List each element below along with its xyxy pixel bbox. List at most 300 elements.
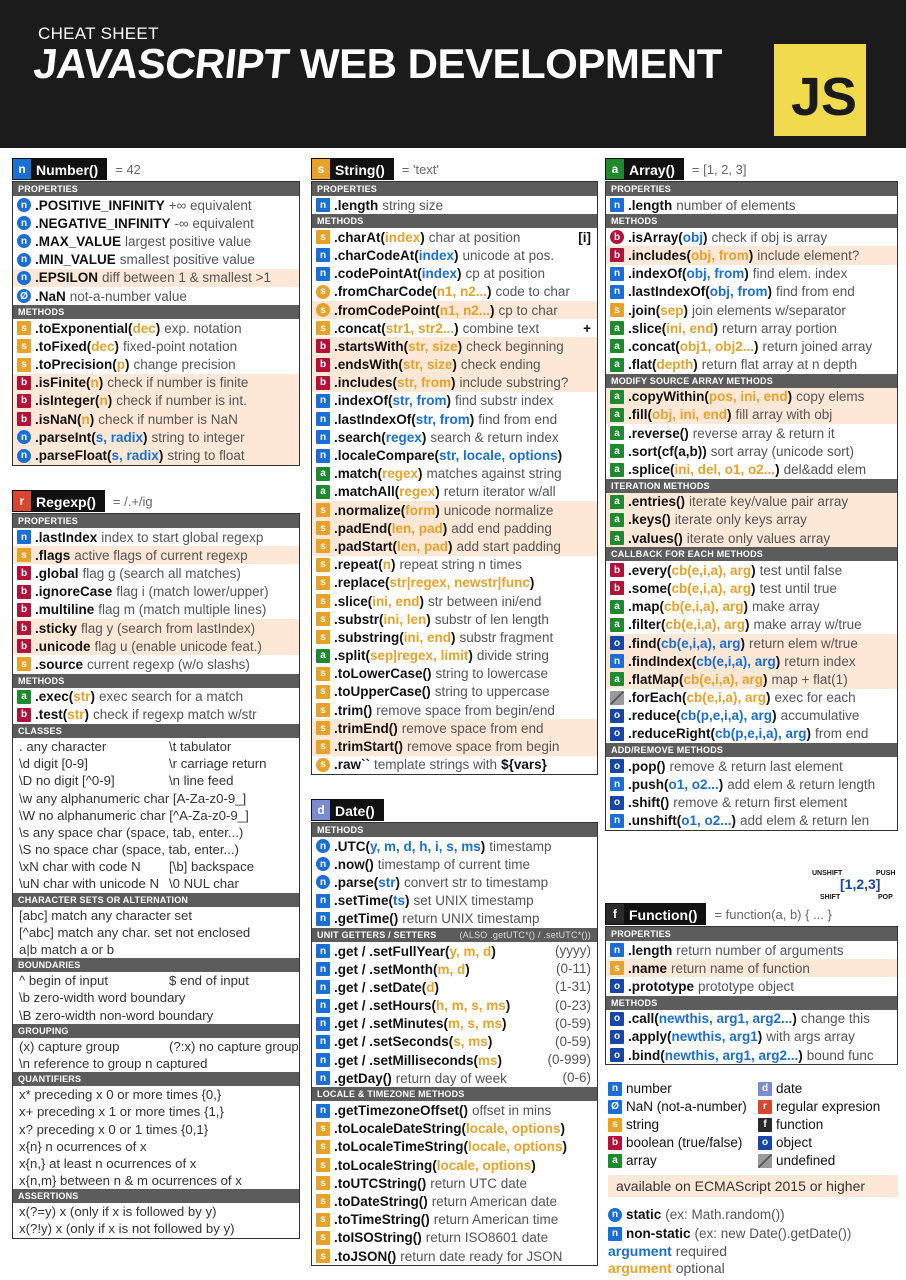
- member-args: cb(e,i,a), arg: [665, 617, 746, 633]
- member-code: [334, 230, 425, 245]
- property-row[interactable]: [13, 196, 299, 214]
- member-args: ini, end: [666, 320, 714, 336]
- member-row[interactable]: [13, 374, 299, 392]
- property-row[interactable]: [13, 546, 299, 564]
- member-name: .isInteger(: [35, 393, 100, 409]
- legend-item: [608, 1152, 758, 1169]
- member-close: ): [713, 320, 719, 336]
- member-row[interactable]: [13, 706, 299, 724]
- type-badge-icon: o: [610, 979, 624, 993]
- member-row[interactable]: [606, 283, 897, 301]
- member-row[interactable]: [606, 793, 897, 811]
- property-row[interactable]: [606, 977, 897, 995]
- member-args: obj, from: [686, 266, 745, 282]
- type-badge-icon: r: [758, 1100, 772, 1114]
- member-row[interactable]: [606, 812, 897, 830]
- member-row[interactable]: [606, 228, 897, 246]
- member-code: [628, 1029, 762, 1044]
- member-row[interactable]: [13, 428, 299, 446]
- member-row[interactable]: [312, 719, 597, 737]
- member-row[interactable]: [606, 561, 897, 579]
- type-badge-icon: s: [316, 667, 330, 681]
- type-badge-icon: a: [610, 463, 624, 477]
- member-row[interactable]: [312, 1211, 597, 1229]
- member-code: [628, 462, 780, 477]
- member-close: ): [114, 338, 120, 354]
- member-desc: with args array: [766, 1029, 855, 1045]
- member-row[interactable]: [606, 707, 897, 725]
- value-range: (0-59): [554, 1015, 591, 1031]
- member-desc: del&add elem: [783, 462, 867, 478]
- getter-setter-row[interactable]: [312, 1015, 597, 1033]
- member-row[interactable]: [312, 628, 597, 646]
- type-badge-icon: a: [608, 1154, 622, 1168]
- member-code: [628, 795, 669, 810]
- argument-sample: argument: [608, 1243, 672, 1259]
- property-row[interactable]: [13, 637, 299, 655]
- member-name: .reduce(: [628, 708, 681, 724]
- value-range: (1-31): [554, 979, 591, 995]
- member-code: [334, 466, 423, 481]
- member-desc: return joined array: [762, 338, 873, 354]
- section-label: [13, 1072, 299, 1086]
- member-name: .startsWith(: [334, 338, 409, 354]
- type-badge-icon: b: [17, 394, 31, 408]
- section-label-text: CHARACTER SETS OR ALTERNATION: [18, 894, 189, 905]
- member-row[interactable]: [312, 501, 597, 519]
- member-name: .every(: [628, 562, 672, 578]
- member-close: ): [557, 448, 563, 464]
- member-row[interactable]: [312, 701, 597, 719]
- member-code: [334, 393, 451, 408]
- property-row[interactable]: [13, 619, 299, 637]
- member-row[interactable]: [312, 837, 597, 855]
- member-desc: unicode normalize: [443, 502, 554, 518]
- member-close: ): [158, 448, 164, 464]
- legend-item: [608, 1098, 758, 1115]
- member-close: ): [560, 1121, 566, 1137]
- type-badge-icon: a: [17, 690, 31, 704]
- member-row[interactable]: [606, 757, 897, 775]
- member-code: [334, 857, 374, 872]
- member-desc: change this: [800, 1011, 870, 1027]
- section-label: [13, 674, 299, 688]
- member-row[interactable]: [606, 689, 897, 707]
- member-name: .includes(: [628, 247, 692, 263]
- member-row[interactable]: [312, 737, 597, 755]
- syntax-row: [13, 824, 299, 841]
- member-args: dec: [132, 320, 156, 336]
- type-badge-icon: b: [610, 581, 624, 595]
- string-name: String(): [335, 162, 385, 178]
- member-row[interactable]: [312, 301, 597, 319]
- section-label-text: GROUPING: [18, 1025, 69, 1036]
- member-args: ini, del, o1, o2...: [674, 462, 776, 478]
- type-badge-icon: n: [316, 1035, 330, 1049]
- type-badge-icon: s: [316, 539, 330, 553]
- member-desc: return American time: [433, 1212, 559, 1228]
- member-name: .isArray(: [628, 229, 683, 245]
- member-row[interactable]: [606, 511, 897, 529]
- member-row[interactable]: [606, 1028, 897, 1046]
- legend: [608, 1080, 898, 1277]
- member-row[interactable]: [312, 228, 597, 246]
- member-name: .findIndex(: [628, 653, 697, 669]
- member-row[interactable]: [606, 529, 897, 547]
- type-badge-icon: n: [610, 285, 624, 299]
- type-badge-icon: s: [316, 685, 330, 699]
- member-code: [35, 430, 148, 445]
- member-row[interactable]: [312, 873, 597, 891]
- member-close: ): [693, 357, 698, 373]
- value-range: (0-23): [554, 997, 591, 1013]
- member-name: .join(: [628, 302, 661, 318]
- member-code: .get / .setMilliseconds(ms): [334, 1052, 503, 1068]
- member-row[interactable]: [13, 319, 299, 337]
- legend-item: [758, 1152, 898, 1169]
- member-row[interactable]: [606, 406, 897, 424]
- syntax-text: \S no space char (space, tab, enter...): [19, 842, 239, 858]
- value-range: (0-999): [547, 1052, 591, 1068]
- member-row[interactable]: [312, 246, 597, 264]
- member-row[interactable]: [312, 283, 597, 301]
- member-code: [334, 1158, 536, 1173]
- type-badge-icon: s: [316, 1176, 330, 1190]
- member-close: ): [772, 708, 777, 724]
- member-desc: repeat string n times: [399, 557, 522, 573]
- member-code: [334, 375, 456, 390]
- getter-setter-row[interactable]: [312, 997, 597, 1015]
- member-args: locale, options: [468, 1139, 563, 1155]
- member-desc: offset in mins: [472, 1103, 552, 1119]
- member-row[interactable]: [312, 756, 597, 774]
- member-row[interactable]: [312, 574, 597, 592]
- member-row[interactable]: [606, 301, 897, 319]
- member-name: .get / .setMilliseconds(: [334, 1052, 479, 1068]
- member-row[interactable]: [312, 1120, 597, 1138]
- header: [0, 0, 906, 148]
- member-args: regex: [399, 484, 436, 500]
- member-desc: return UTC date: [430, 1175, 528, 1191]
- member-row[interactable]: [312, 855, 597, 873]
- member-close: ): [442, 520, 448, 536]
- member-name: .reverse(): [628, 425, 689, 441]
- syntax-text: x{n,m} between n & m ocurrences of x: [19, 1173, 242, 1189]
- type-badge-icon: n: [316, 1071, 330, 1085]
- property-name: .length: [628, 942, 673, 958]
- push-label: PUSH: [876, 870, 896, 877]
- member-args: regex: [385, 429, 422, 445]
- property-name: .prototype: [628, 978, 694, 994]
- date-section: [311, 799, 598, 1266]
- member-name: .setTime(: [334, 893, 394, 909]
- member-code: [628, 777, 723, 792]
- array-example-value: = [1, 2, 3]: [691, 161, 747, 177]
- member-close: ): [798, 1047, 803, 1063]
- member-row[interactable]: [312, 356, 597, 374]
- member-name: .concat(: [628, 338, 680, 354]
- undefined-badge-icon: [758, 1154, 772, 1168]
- legend-text: boolean (true/false): [626, 1135, 743, 1150]
- type-badge-icon: s: [316, 758, 330, 772]
- type-badge-icon: s: [316, 630, 330, 644]
- property-row[interactable]: [606, 941, 897, 959]
- member-desc: add elem & return len: [740, 813, 870, 829]
- member-name: .bind(: [628, 1047, 665, 1063]
- member-row[interactable]: [312, 610, 597, 628]
- member-row[interactable]: [312, 647, 597, 665]
- property-row[interactable]: [13, 214, 299, 232]
- property-row[interactable]: [606, 196, 897, 214]
- member-code: [334, 839, 485, 854]
- member-row[interactable]: [312, 1101, 597, 1119]
- type-badge-icon: n: [610, 198, 624, 212]
- array-title: [605, 158, 898, 180]
- member-args: cb(e,i,a), arg: [664, 599, 744, 615]
- member-close: ): [703, 229, 708, 245]
- section-label-text: CALLBACK FOR EACH METHODS: [611, 549, 763, 560]
- member-code: [628, 759, 665, 774]
- type-badge-icon: b: [17, 621, 31, 635]
- member-row[interactable]: [312, 410, 597, 428]
- member-row[interactable]: [606, 634, 897, 652]
- type-badge-icon: s: [610, 303, 624, 317]
- unshift-label: UNSHIFT: [812, 870, 843, 877]
- member-name: .raw``: [334, 757, 371, 773]
- member-args: str1, str2...: [385, 320, 455, 336]
- type-badge-icon: o: [610, 727, 624, 741]
- member-name: .getTime(): [334, 911, 399, 927]
- member-row[interactable]: [606, 1046, 897, 1064]
- member-close: ): [751, 580, 756, 596]
- getter-setter-row[interactable]: [312, 1069, 597, 1087]
- member-name: .some(: [628, 580, 672, 596]
- member-code: [35, 321, 160, 336]
- member-row[interactable]: [13, 392, 299, 410]
- member-row[interactable]: [13, 446, 299, 464]
- property-name: .EPSILON: [35, 270, 99, 286]
- member-code: [334, 303, 495, 318]
- syntax-row: [13, 875, 299, 892]
- type-badge-icon: s: [316, 703, 330, 717]
- member-row[interactable]: [312, 465, 597, 483]
- member-row[interactable]: [606, 652, 897, 670]
- member-row[interactable]: [312, 910, 597, 928]
- member-code: [628, 248, 753, 263]
- member-row[interactable]: [606, 670, 897, 688]
- member-code: [334, 648, 473, 663]
- property-row[interactable]: [13, 564, 299, 582]
- type-badge-icon: n: [316, 1104, 330, 1118]
- member-name: .toLocaleDateString(: [334, 1121, 467, 1137]
- property-row[interactable]: [13, 601, 299, 619]
- member-close: ): [454, 320, 459, 336]
- nonstatic-example: (ex: new Date().getDate()): [694, 1226, 852, 1241]
- member-close: ): [767, 284, 773, 300]
- type-badge-icon: n: [610, 267, 624, 281]
- member-row[interactable]: [312, 1247, 597, 1265]
- member-code: [334, 1194, 428, 1209]
- member-desc: map + flat(1): [771, 671, 848, 687]
- header-subtitle: CHEAT SHEET: [38, 24, 159, 43]
- member-row[interactable]: [13, 688, 299, 706]
- member-row[interactable]: [312, 665, 597, 683]
- value-range: (yyyy): [555, 942, 591, 958]
- member-args: str, size: [402, 357, 453, 373]
- section-label: [13, 724, 299, 738]
- member-close: ): [743, 599, 749, 615]
- type-badge-icon: a: [610, 444, 624, 458]
- member-name: .toTimeString(): [334, 1212, 430, 1228]
- member-row[interactable]: [606, 775, 897, 793]
- member-desc: timestamp: [489, 838, 552, 854]
- property-row[interactable]: [312, 196, 597, 214]
- property-name: .flags: [35, 547, 71, 563]
- member-close: ): [487, 284, 492, 300]
- member-row[interactable]: [312, 592, 597, 610]
- member-row[interactable]: [312, 428, 597, 446]
- property-row[interactable]: [13, 232, 299, 250]
- member-row[interactable]: [606, 319, 897, 337]
- member-row[interactable]: [312, 265, 597, 283]
- member-args: y, m, d, h, i, s, ms: [370, 838, 481, 854]
- array-box: [605, 181, 898, 831]
- member-close: ): [451, 629, 456, 645]
- member-code: [628, 654, 780, 669]
- type-badge-icon: s: [17, 548, 31, 562]
- type-badge-icon: b: [17, 639, 31, 653]
- member-code: [334, 339, 462, 354]
- member-desc: iterate only values array: [686, 530, 831, 546]
- member-args: newthis, arg1, arg2...: [658, 1011, 793, 1027]
- member-row[interactable]: [312, 319, 597, 337]
- member-code: .get / .setHours(h, m, s, ms): [334, 998, 511, 1014]
- member-row[interactable]: [606, 460, 897, 478]
- member-row[interactable]: [312, 556, 597, 574]
- getter-setter-row[interactable]: [312, 942, 597, 960]
- section-label-text: PROPERTIES: [317, 184, 378, 194]
- syntax-row: [13, 924, 299, 941]
- property-row[interactable]: [606, 959, 897, 977]
- property-row[interactable]: [13, 528, 299, 546]
- getter-setter-row[interactable]: [312, 960, 597, 978]
- array-section: [605, 158, 898, 831]
- member-desc: matches against string: [426, 466, 562, 482]
- regexp-box: [12, 513, 300, 1239]
- member-row[interactable]: [606, 246, 897, 264]
- member-row[interactable]: [606, 356, 897, 374]
- property-name: .sticky: [35, 620, 78, 636]
- type-badge-icon: s: [316, 558, 330, 572]
- getter-setter-row[interactable]: [312, 1033, 597, 1051]
- type-badge-icon: s: [316, 612, 330, 626]
- getter-setter-row[interactable]: [312, 978, 597, 996]
- member-row[interactable]: [312, 537, 597, 555]
- member-row[interactable]: [312, 892, 597, 910]
- property-name: .MIN_VALUE: [35, 252, 116, 268]
- member-row[interactable]: [606, 725, 897, 743]
- value-range: (0-59): [554, 1033, 591, 1049]
- member-row[interactable]: [606, 424, 897, 442]
- member-row[interactable]: [312, 1192, 597, 1210]
- member-desc: exec search for a match: [99, 689, 244, 705]
- undefined-badge-icon: [610, 691, 624, 705]
- member-row[interactable]: [606, 616, 897, 634]
- member-row[interactable]: [606, 265, 897, 283]
- member-row[interactable]: [312, 1156, 597, 1174]
- member-name: .toISOString(): [334, 1230, 422, 1246]
- member-row[interactable]: [606, 388, 897, 406]
- member-row[interactable]: [606, 598, 897, 616]
- member-code: [334, 1212, 430, 1227]
- syntax-row: [13, 941, 299, 958]
- member-row[interactable]: [312, 683, 597, 701]
- section-label: [606, 374, 897, 388]
- member-args: ts: [393, 893, 406, 909]
- member-row[interactable]: [13, 356, 299, 374]
- member-close: ): [806, 726, 812, 742]
- member-row[interactable]: [312, 392, 597, 410]
- member-close: ): [766, 690, 771, 706]
- member-row[interactable]: [312, 1138, 597, 1156]
- member-code: [628, 581, 756, 596]
- type-badge-icon: s: [17, 321, 31, 335]
- member-code: [334, 248, 459, 263]
- member-row[interactable]: [312, 374, 597, 392]
- member-code: .get / .setFullYear(y, m, d): [334, 943, 496, 959]
- member-row[interactable]: [312, 1174, 597, 1192]
- member-row[interactable]: [13, 337, 299, 355]
- member-row[interactable]: [312, 519, 597, 537]
- member-close: ): [446, 393, 452, 409]
- syntax-row: [13, 989, 299, 1006]
- member-name: .toLocaleTimeString(: [334, 1139, 469, 1155]
- member-row[interactable]: [312, 446, 597, 464]
- getter-setter-row[interactable]: [312, 1051, 597, 1069]
- property-row[interactable]: [13, 251, 299, 269]
- member-row[interactable]: [312, 1229, 597, 1247]
- member-code: [628, 599, 748, 614]
- member-row[interactable]: [13, 410, 299, 428]
- type-badge-icon: a: [610, 618, 624, 632]
- member-name: .toJSON(): [334, 1248, 397, 1264]
- member-code: [334, 448, 562, 463]
- member-name: .get / .setMinutes(: [334, 1016, 449, 1032]
- property-desc: active flags of current regexp: [74, 547, 248, 563]
- member-row[interactable]: [606, 1010, 897, 1028]
- member-row[interactable]: [312, 337, 597, 355]
- property-row[interactable]: [13, 583, 299, 601]
- member-row[interactable]: [606, 442, 897, 460]
- member-row[interactable]: [606, 337, 897, 355]
- section-label-text: UNIT GETTERS / SETTERS: [317, 929, 437, 940]
- member-row[interactable]: [606, 579, 897, 597]
- member-code: [334, 666, 432, 681]
- member-row[interactable]: [606, 493, 897, 511]
- property-row[interactable]: [13, 269, 299, 287]
- member-code: [334, 1103, 468, 1118]
- property-row[interactable]: [13, 655, 299, 673]
- member-name: .get / .setSeconds(: [334, 1034, 454, 1050]
- property-row[interactable]: [13, 287, 299, 305]
- number-box: [12, 181, 300, 466]
- member-row[interactable]: [312, 483, 597, 501]
- member-close: ): [744, 266, 749, 282]
- member-desc: unicode at pos.: [462, 247, 555, 263]
- type-badge-icon: n: [316, 412, 330, 426]
- member-close: ): [125, 357, 130, 373]
- type-badge-icon: a: [610, 600, 624, 614]
